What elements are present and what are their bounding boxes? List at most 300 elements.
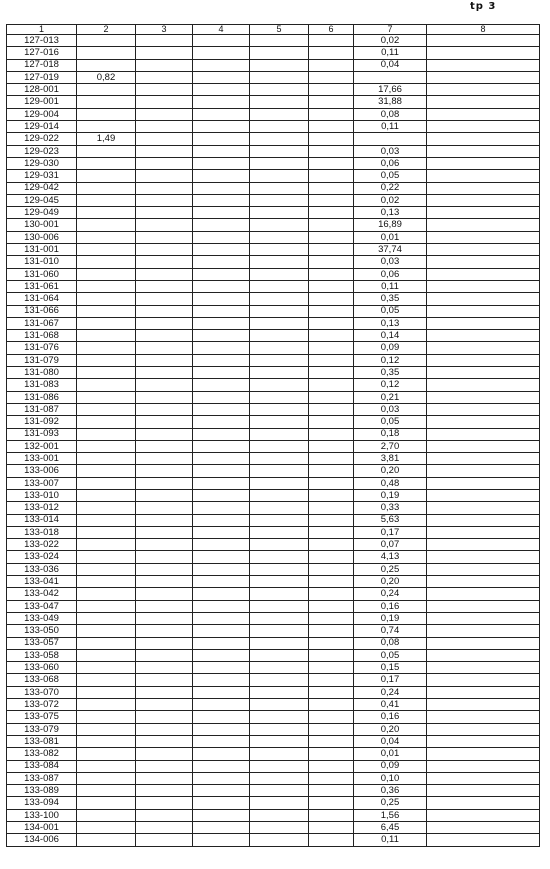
col7-value-cell: 0,74 (354, 625, 427, 637)
col8-cell (427, 834, 540, 846)
col8-cell (427, 35, 540, 47)
col3-cell (136, 379, 193, 391)
col7-value-cell: 0,20 (354, 723, 427, 735)
col4-cell (193, 526, 250, 538)
row-code-cell: 129-001 (7, 96, 77, 108)
col5-cell (250, 723, 309, 735)
table-row (7, 662, 540, 674)
row-code-cell: 133-081 (7, 735, 77, 747)
col7-value-cell: 0,17 (354, 526, 427, 538)
col6-cell (309, 256, 354, 268)
row-code-cell: 131-010 (7, 256, 77, 268)
col7-value-cell: 0,13 (354, 317, 427, 329)
col8-cell (427, 477, 540, 489)
col5-cell (250, 526, 309, 538)
col3-cell (136, 317, 193, 329)
col2-cell (77, 157, 136, 169)
col5-cell (250, 662, 309, 674)
col4-cell (193, 157, 250, 169)
col2-cell (77, 268, 136, 280)
col4-cell (193, 293, 250, 305)
col6-cell (309, 465, 354, 477)
col4-cell (193, 711, 250, 723)
col8-cell (427, 121, 540, 133)
col4-cell (193, 748, 250, 760)
col6-cell (309, 428, 354, 440)
col5-cell (250, 84, 309, 96)
col8-cell (427, 330, 540, 342)
col7-value-cell (354, 71, 427, 83)
row-code-cell: 133-068 (7, 674, 77, 686)
col5-cell (250, 440, 309, 452)
col5-cell (250, 600, 309, 612)
col7-value-cell: 0,13 (354, 207, 427, 219)
col8-cell (427, 268, 540, 280)
row-code-cell: 133-070 (7, 686, 77, 698)
col7-value-cell: 0,15 (354, 662, 427, 674)
col6-cell (309, 502, 354, 514)
row-code-cell: 130-006 (7, 231, 77, 243)
col5-cell (250, 674, 309, 686)
table-row (7, 539, 540, 551)
col6-cell (309, 797, 354, 809)
row-code-cell: 133-042 (7, 588, 77, 600)
col4-cell (193, 686, 250, 698)
col5-cell (250, 207, 309, 219)
col7-value-cell: 3,81 (354, 453, 427, 465)
col6-cell (309, 539, 354, 551)
row-code-cell: 133-087 (7, 772, 77, 784)
col6-cell (309, 96, 354, 108)
col7-value-cell: 0,04 (354, 59, 427, 71)
table-row (7, 157, 540, 169)
col5-cell (250, 47, 309, 59)
col3-cell (136, 453, 193, 465)
col5-cell (250, 108, 309, 120)
col6-cell (309, 637, 354, 649)
col8-cell (427, 785, 540, 797)
col7-value-cell: 5,63 (354, 514, 427, 526)
col3-cell (136, 477, 193, 489)
col3-cell (136, 428, 193, 440)
col8-cell (427, 194, 540, 206)
col5-cell (250, 96, 309, 108)
col3-cell (136, 502, 193, 514)
col5-cell (250, 477, 309, 489)
col5-cell (250, 797, 309, 809)
table-row (7, 280, 540, 292)
col6-cell (309, 834, 354, 846)
col2-cell (77, 145, 136, 157)
col2-cell (77, 231, 136, 243)
col8-cell (427, 244, 540, 256)
col7-value-cell: 0,21 (354, 391, 427, 403)
col6-cell (309, 785, 354, 797)
col7-value-cell: 4,13 (354, 551, 427, 563)
col4-cell (193, 121, 250, 133)
col6-cell (309, 600, 354, 612)
col2-cell (77, 367, 136, 379)
table-row (7, 514, 540, 526)
col5-cell (250, 342, 309, 354)
table-row (7, 612, 540, 624)
col8-cell (427, 342, 540, 354)
col3-cell (136, 84, 193, 96)
col6-cell (309, 207, 354, 219)
col2-cell (77, 354, 136, 366)
col7-value-cell: 0,18 (354, 428, 427, 440)
col4-cell (193, 207, 250, 219)
col4-cell (193, 662, 250, 674)
table-row (7, 305, 540, 317)
col8-cell (427, 539, 540, 551)
col5-cell (250, 354, 309, 366)
col3-cell (136, 330, 193, 342)
col6-cell (309, 157, 354, 169)
row-code-cell: 127-016 (7, 47, 77, 59)
col6-cell (309, 686, 354, 698)
table-row (7, 379, 540, 391)
table-row (7, 453, 540, 465)
col7-value-cell: 0,03 (354, 403, 427, 415)
col6-cell (309, 59, 354, 71)
table-row (7, 391, 540, 403)
table-row (7, 108, 540, 120)
col7-value-cell: 0,02 (354, 194, 427, 206)
col8-cell (427, 674, 540, 686)
col6-cell (309, 674, 354, 686)
col6-cell (309, 330, 354, 342)
col2-cell (77, 797, 136, 809)
table-row (7, 489, 540, 501)
col2-cell (77, 489, 136, 501)
page-mark: tp 3 (470, 1, 497, 12)
col4-cell (193, 576, 250, 588)
table-row (7, 502, 540, 514)
row-code-cell: 131-087 (7, 403, 77, 415)
col6-cell (309, 453, 354, 465)
col7-value-cell: 0,12 (354, 354, 427, 366)
row-code-cell: 133-001 (7, 453, 77, 465)
col4-cell (193, 391, 250, 403)
column-header: 5 (250, 25, 309, 35)
col8-cell (427, 440, 540, 452)
col8-cell (427, 576, 540, 588)
col6-cell (309, 625, 354, 637)
col6-cell (309, 293, 354, 305)
col4-cell (193, 428, 250, 440)
col5-cell (250, 637, 309, 649)
col7-value-cell: 17,66 (354, 84, 427, 96)
col2-cell (77, 526, 136, 538)
col7-value-cell: 0,19 (354, 489, 427, 501)
col2-cell (77, 748, 136, 760)
col6-cell (309, 170, 354, 182)
row-code-cell: 129-031 (7, 170, 77, 182)
col4-cell (193, 809, 250, 821)
table-row (7, 182, 540, 194)
col3-cell (136, 133, 193, 145)
row-code-cell: 133-058 (7, 649, 77, 661)
col8-cell (427, 637, 540, 649)
col4-cell (193, 416, 250, 428)
col8-cell (427, 600, 540, 612)
col8-cell (427, 145, 540, 157)
col4-cell (193, 194, 250, 206)
col2-cell (77, 735, 136, 747)
col7-value-cell: 0,08 (354, 637, 427, 649)
col5-cell (250, 145, 309, 157)
col5-cell (250, 293, 309, 305)
col2-cell (77, 35, 136, 47)
col5-cell (250, 416, 309, 428)
col5-cell (250, 772, 309, 784)
col2-cell (77, 108, 136, 120)
col8-cell (427, 711, 540, 723)
col5-cell (250, 649, 309, 661)
col7-value-cell: 37,74 (354, 244, 427, 256)
col5-cell (250, 551, 309, 563)
col8-cell (427, 502, 540, 514)
table-row (7, 477, 540, 489)
col2-cell (77, 760, 136, 772)
table-row (7, 330, 540, 342)
col5-cell (250, 256, 309, 268)
col4-cell (193, 268, 250, 280)
col2-cell (77, 170, 136, 182)
col6-cell (309, 477, 354, 489)
col5-cell (250, 699, 309, 711)
col7-value-cell: 0,04 (354, 735, 427, 747)
col7-value-cell: 0,03 (354, 256, 427, 268)
col5-cell (250, 760, 309, 772)
row-code-cell: 127-013 (7, 35, 77, 47)
col2-cell (77, 514, 136, 526)
col4-cell (193, 35, 250, 47)
col8-cell (427, 416, 540, 428)
table-row (7, 760, 540, 772)
col5-cell (250, 809, 309, 821)
col5-cell (250, 465, 309, 477)
col2-cell (77, 342, 136, 354)
col8-cell (427, 71, 540, 83)
col5-cell (250, 428, 309, 440)
col3-cell (136, 822, 193, 834)
col6-cell (309, 317, 354, 329)
col3-cell (136, 785, 193, 797)
column-header: 7 (354, 25, 427, 35)
col8-cell (427, 305, 540, 317)
col8-cell (427, 231, 540, 243)
col6-cell (309, 735, 354, 747)
col4-cell (193, 822, 250, 834)
col8-cell (427, 465, 540, 477)
col2-cell (77, 330, 136, 342)
col7-value-cell: 0,22 (354, 182, 427, 194)
col6-cell (309, 440, 354, 452)
col8-cell (427, 256, 540, 268)
row-code-cell: 131-076 (7, 342, 77, 354)
table-row (7, 96, 540, 108)
col2-cell (77, 502, 136, 514)
col4-cell (193, 785, 250, 797)
col7-value-cell: 0,11 (354, 47, 427, 59)
col7-value-cell: 0,02 (354, 35, 427, 47)
row-code-cell: 127-018 (7, 59, 77, 71)
data-table (6, 24, 540, 847)
col8-cell (427, 699, 540, 711)
col7-value-cell: 0,05 (354, 170, 427, 182)
col3-cell (136, 219, 193, 231)
col6-cell (309, 305, 354, 317)
col3-cell (136, 600, 193, 612)
col4-cell (193, 735, 250, 747)
col8-cell (427, 219, 540, 231)
row-code-cell: 129-030 (7, 157, 77, 169)
col3-cell (136, 699, 193, 711)
col7-value-cell: 0,06 (354, 157, 427, 169)
row-code-cell: 133-060 (7, 662, 77, 674)
col7-value-cell: 0,19 (354, 612, 427, 624)
column-header: 6 (309, 25, 354, 35)
col5-cell (250, 514, 309, 526)
col3-cell (136, 772, 193, 784)
row-code-cell: 129-004 (7, 108, 77, 120)
col5-cell (250, 489, 309, 501)
row-code-cell: 131-001 (7, 244, 77, 256)
col2-cell (77, 834, 136, 846)
row-code-cell: 133-050 (7, 625, 77, 637)
row-code-cell: 131-092 (7, 416, 77, 428)
col7-value-cell: 0,14 (354, 330, 427, 342)
col2-cell (77, 662, 136, 674)
col2-cell (77, 121, 136, 133)
col8-cell (427, 157, 540, 169)
row-code-cell: 133-007 (7, 477, 77, 489)
col8-cell (427, 514, 540, 526)
col4-cell (193, 354, 250, 366)
table-row (7, 256, 540, 268)
row-code-cell: 133-094 (7, 797, 77, 809)
table-row (7, 699, 540, 711)
col5-cell (250, 379, 309, 391)
col3-cell (136, 686, 193, 698)
col3-cell (136, 514, 193, 526)
col7-value-cell: 0,06 (354, 268, 427, 280)
col8-cell (427, 588, 540, 600)
col2-cell: 1,49 (77, 133, 136, 145)
col8-cell (427, 317, 540, 329)
col4-cell (193, 539, 250, 551)
col6-cell (309, 711, 354, 723)
col5-cell (250, 711, 309, 723)
row-code-cell: 133-089 (7, 785, 77, 797)
col4-cell (193, 551, 250, 563)
col3-cell (136, 416, 193, 428)
col3-cell (136, 809, 193, 821)
table-row (7, 822, 540, 834)
col6-cell (309, 489, 354, 501)
col8-cell (427, 182, 540, 194)
col4-cell (193, 477, 250, 489)
col3-cell (136, 59, 193, 71)
col4-cell (193, 379, 250, 391)
col3-cell (136, 440, 193, 452)
col8-cell (427, 489, 540, 501)
col5-cell (250, 133, 309, 145)
col7-value-cell: 0,01 (354, 748, 427, 760)
col6-cell (309, 84, 354, 96)
col8-cell (427, 428, 540, 440)
col7-value-cell: 0,33 (354, 502, 427, 514)
col5-cell (250, 219, 309, 231)
col6-cell (309, 822, 354, 834)
col7-value-cell: 0,16 (354, 711, 427, 723)
row-code-cell: 133-022 (7, 539, 77, 551)
col7-value-cell: 0,08 (354, 108, 427, 120)
col3-cell (136, 207, 193, 219)
col3-cell (136, 256, 193, 268)
col6-cell (309, 612, 354, 624)
col5-cell (250, 231, 309, 243)
col5-cell (250, 588, 309, 600)
col2-cell (77, 551, 136, 563)
col2-cell (77, 563, 136, 575)
col8-cell (427, 563, 540, 575)
col7-value-cell: 0,11 (354, 121, 427, 133)
col4-cell (193, 367, 250, 379)
col6-cell (309, 231, 354, 243)
col2-cell (77, 317, 136, 329)
table-row (7, 551, 540, 563)
col6-cell (309, 576, 354, 588)
col7-value-cell: 0,11 (354, 280, 427, 292)
table-row (7, 440, 540, 452)
col4-cell (193, 59, 250, 71)
column-header: 3 (136, 25, 193, 35)
col2-cell (77, 96, 136, 108)
col8-cell (427, 686, 540, 698)
row-code-cell: 131-061 (7, 280, 77, 292)
table-row (7, 145, 540, 157)
table-row (7, 772, 540, 784)
col8-cell (427, 133, 540, 145)
col2-cell (77, 772, 136, 784)
col5-cell (250, 71, 309, 83)
col2-cell (77, 649, 136, 661)
col8-cell (427, 59, 540, 71)
col3-cell (136, 293, 193, 305)
table-row (7, 293, 540, 305)
col6-cell (309, 367, 354, 379)
table-row (7, 416, 540, 428)
col3-cell (136, 539, 193, 551)
col2-cell (77, 600, 136, 612)
col4-cell (193, 489, 250, 501)
col4-cell (193, 145, 250, 157)
col8-cell (427, 723, 540, 735)
col6-cell (309, 526, 354, 538)
col5-cell (250, 735, 309, 747)
col8-cell (427, 379, 540, 391)
table-row (7, 526, 540, 538)
col2-cell (77, 625, 136, 637)
table-row (7, 219, 540, 231)
col4-cell (193, 625, 250, 637)
row-code-cell: 129-042 (7, 182, 77, 194)
col5-cell (250, 625, 309, 637)
col3-cell (136, 760, 193, 772)
